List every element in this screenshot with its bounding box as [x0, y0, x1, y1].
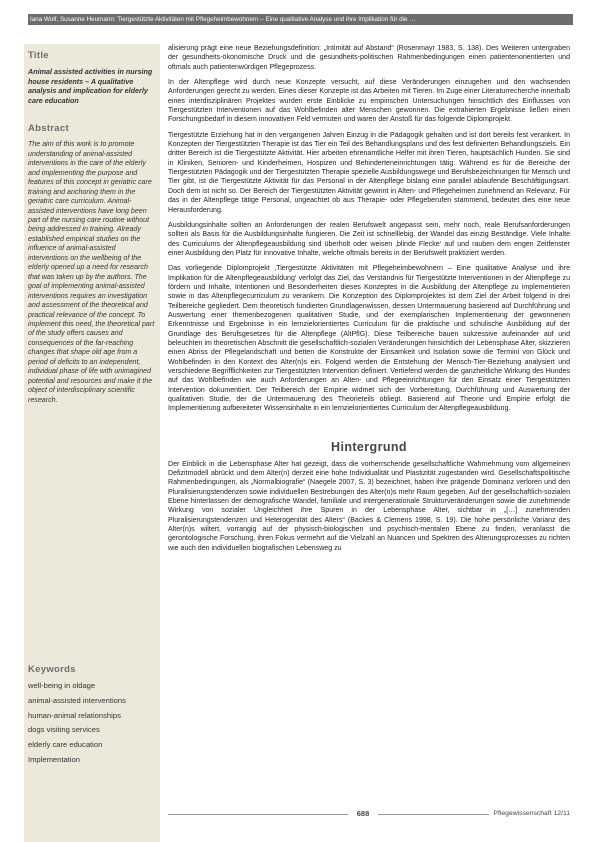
abstract-heading: Abstract: [28, 123, 69, 135]
journal-name: Pflegewissenschaft 12/11: [489, 808, 570, 820]
body-paragraph: In der Altenpflege wird durch neue Konzepte versucht, auf diese Veränderungen einzugehen und den wachsenden Anforderungen gerecht zu werden. Eines dieser Konzepte ist das Arbeiten mit Tieren. Im Zuge einer Literaturrecherche innerhalb eines interdisziplinären Projektes wurden erste Einblicke zu empirischen Untersuchungen hinsichtlich des Einflusses von Tiergestützten Interventionen auf das Wohlbefinden alter Menschen gewonnen. Die extrahierten Ergebnisse ließen einen Forschungsbedarf in diesem innovativen Feld vermuten und waren der Anstoß für das folgende Diplomprojekt.: [168, 79, 570, 124]
body-paragraph: alisierung prägt eine neue Beziehungsdefinition: „Intimität auf Abstand“ (Rosenmayr 1983, S. 138). Des Weiteren untergraben der gesundheits-ökonomische Druck und die gesundheits-politischen Rahmenbedingungen einen patientenorientierten und oftmals auch patientenwürdigen Pflegeprozess.: [168, 45, 570, 71]
keyword-item: dogs visiting services: [28, 725, 100, 735]
sidebar-content: [28, 48, 156, 405]
section-heading-hintergrund: Hintergrund: [331, 439, 407, 454]
page-number: 688: [348, 808, 378, 820]
abstract-text: The aim of this work is to promote understanding of animal-assisted interventions in the care of the elderly and implementing the purpose and features of this concept in geriatric care training and anchoring them in the geriatric care curriculum. Animal-assisted interventions have long been part of the nursing care routine without being addressed in training. Already established empirical studies on the influence of animal-assisted interventions on the wellbeing of the elderly opened up a need for research that was taken up by the authors. The goal of implementing animal-assisted interventions requires an investigation and assessment of the theoretical and practical relevance of the concept. To implement this need, the theoretical part of the study offers causes and consequences of the far-reaching changes that shape old age from a period of deficits to an independent, individual phase of life with unimagined potential and resources and make it the object of interdisciplinary scientific research.: [28, 140, 155, 404]
keywords-block: [28, 662, 156, 770]
english-title: Animal assisted activities in nursing house residents – A qualitative analysis and implication for elderly care education: [28, 67, 153, 105]
body-paragraph: Das vorliegende Diplomprojekt ‚Tiergestützte Aktivitäten mit Pflegeheimbewohnern – Eine qualitative Analyse und ihre Implikation für die Altenpflegeausbildung‘ verfolgt das Ziel, das Verständnis für Tiergestützte Interventionen in der Altenpflege zu fördern und Inhalte, Intentionen und Besonderheiten dieses Konzeptes in die Ausbildung der Altenpflege zu implementieren sowie in das Altenpflegecurriculum zu verankern. Die Konzeption des Diplomprojektes ist dem Ziel der Arbeit folgend in drei Teilbereiche gegliedert. Dem theoretisch fundierten Grundlagenwissen, dessen Untermauerung basierend auf Durchführung und Auswertung einer themenbezogenen qualitativen Studie, und der exemplarischen Implementierung der gewonnenen Erkenntnisse und Ergebnisse in ein lernzielorientiertes Curriculum für die praktische und schulische Ausbildung auf der Grundlage des Berufsgesetzes für die Altenpflege (AltPflG). Diese Teilbereiche bauen sukzessive aufeinander auf und beleuchten im theoretischen Abschnitt die gesellschaftlich-sozialen Veränderungen hinsichtlich der Lebensphase Alter, skizzieren einen Abriss der Pflegelandschaft und betten die Konstrukte der Einsamkeit und Isolation sowie die Termini von Glück und Wohlbefinden in den Kontext des Alter(n)s ein. Folgend werden die Entstehung der Mensch-Tier-Beziehung analysiert und verschiedene Begrifflichkeiten zur Tiergestützten Intervention definiert. Vertiefend werden die ganzheitliche Wirkung des Hundes auf das Wohlbefinden wie auch Anforderungen an Alten- und Pflegeeinrichtungen für den Einsatz einer Tiergestützten Intervention dokumentiert. Der Teilbereich der Empirie widmet sich der Vorbereitung, Durchführung und Auswertung der qualitativen Studie, der die Untermauerung des Theorieteils obliegt. Basierend auf Theorie und Empirie erfolgt die Implementierung aufbereiteter Wissensinhalte in ein lernzielorientiertes Curriculum der Altenpflegeausbildung.: [168, 265, 570, 413]
keyword-item: well-being in oldage: [28, 681, 96, 690]
body-paragraph: Tiergestützte Erziehung hat in den vergangenen Jahren Einzug in die Pädagogik gehalten und ist dort bereits fest verankert. In Konzepten der Tiergestützten Therapie ist das Tier ein Teil des Behandlungsplans und des fest definierten Behandlungsziels. Ein dritter Bereich ist die Tiergestützte Aktivität. Hier arbeiten ehrenamtliche Helfer mit ihren Tieren, hauptsächlich Hunden. Sie sind in Kliniken, Senioren- und Kinderheimen, Hospizen und Behinderteneinrichtungen tätig. Während es für die Bereiche der Tiergestützten Pädagogik und der Tiergestützten Therapie spezielle Ausbildungswege und Berufsbezeichnungen für Mensch und Tier gibt, ist die Tiergestützte Aktivität für das Personal in der Altenpflege bislang eine parallel ablaufende Beschäftigungsart. Doch dem ist nicht so. Der Bereich der Tiergestützten Aktivität gewinnt in Alten- und Pflegeheimen zunehmend an Relevanz. Für das in der Altenpflege tätige Personal, ungeachtet ob aus Therapie- oder Pflegeberufen stammend, bedeutet dies eine neue Herausforderung.: [168, 131, 570, 214]
running-head-text: Iana Wolf, Susanne Heumann: Tiergestützte Aktivitäten mit Pflegeheimbewohnern – Eine qualitative Analyse und ihre Implikation für die …: [30, 16, 416, 23]
body-paragraph: Der Einblick in die Lebensphase Alter hat gezeigt, dass die vorherrschende gesellschaftliche Wahrnehmung vom allgemeinen Defizitmodell abrückt und dem Alter(n) derzeit eine hohe Individualität und Plastizität zugestanden wird. Gesellschaftspolitische Rahmenbedingungen, als „Normalbiografie“ (Naegele 2007, S. 3) bezeichnet, haben ihre prägende Dominanz verloren und den Pluralisierungstendenzen sowie individuellen Bestrebungen des Alter(n)s mehr Raum gegeben. Auf der gesellschaftlich-sozialen Ebene hinterlassen der demografische Wandel, familiale und intergenerationale Strukturveränderungen sowie die zunehmende Wirkung von sozialer Ungleichheit ihre Spuren in der Lebensphase Alter, sichtbar in „[…] zunehmenden Pluralisierungstendenzen und Heterogenität des Alters“ (Backes & Clemens 1998, S. 19). Die hohe persönliche Varianz des Alter(n)s wiltert, vorrangig auf der physisch-biologischen und psychisch-mentalen Ebene zu finden, veranlasst die gerontologische Forschung, ihren Fokus vermehrt auf die Vielzahl an Nuancen und Spektren des Alterungsprozesses zu richten wie auch den individuellen biografischen Lebensweg zu: [168, 460, 570, 552]
sidebar: [24, 44, 160, 842]
running-header: [0, 0, 595, 28]
title-heading: Title: [28, 50, 49, 61]
keyword-item: elderly care education: [28, 740, 103, 750]
body-paragraph: Ausbildungsinhalte sollten an Anforderungen der realen Berufswelt angepasst sein, mehr noch, reale Berufsanforderungen sollten als Basis für die Ausbildungsinhalte fungieren. Die Zeit ist schnelllebig, der Wandel das einzig Beständige. Viele Inhalte des Curriculums der Altenpflegeausbildung sind überholt oder weisen ‚blinde Flecke‘ auf und rauben dem engen Zeitfenster einer Ausbildung den Platz für innovative Inhalte, welche oftmals bereits in der Berufswelt praktiziert werden.: [168, 221, 570, 257]
main-column: [168, 44, 570, 559]
keywords-heading: Keywords: [28, 664, 76, 675]
keyword-item: Implementation: [28, 754, 80, 764]
keywords-list: [28, 681, 156, 765]
keyword-item: animal-assisted interventions: [28, 695, 126, 705]
keyword-item: human-animal relationships: [28, 710, 121, 720]
